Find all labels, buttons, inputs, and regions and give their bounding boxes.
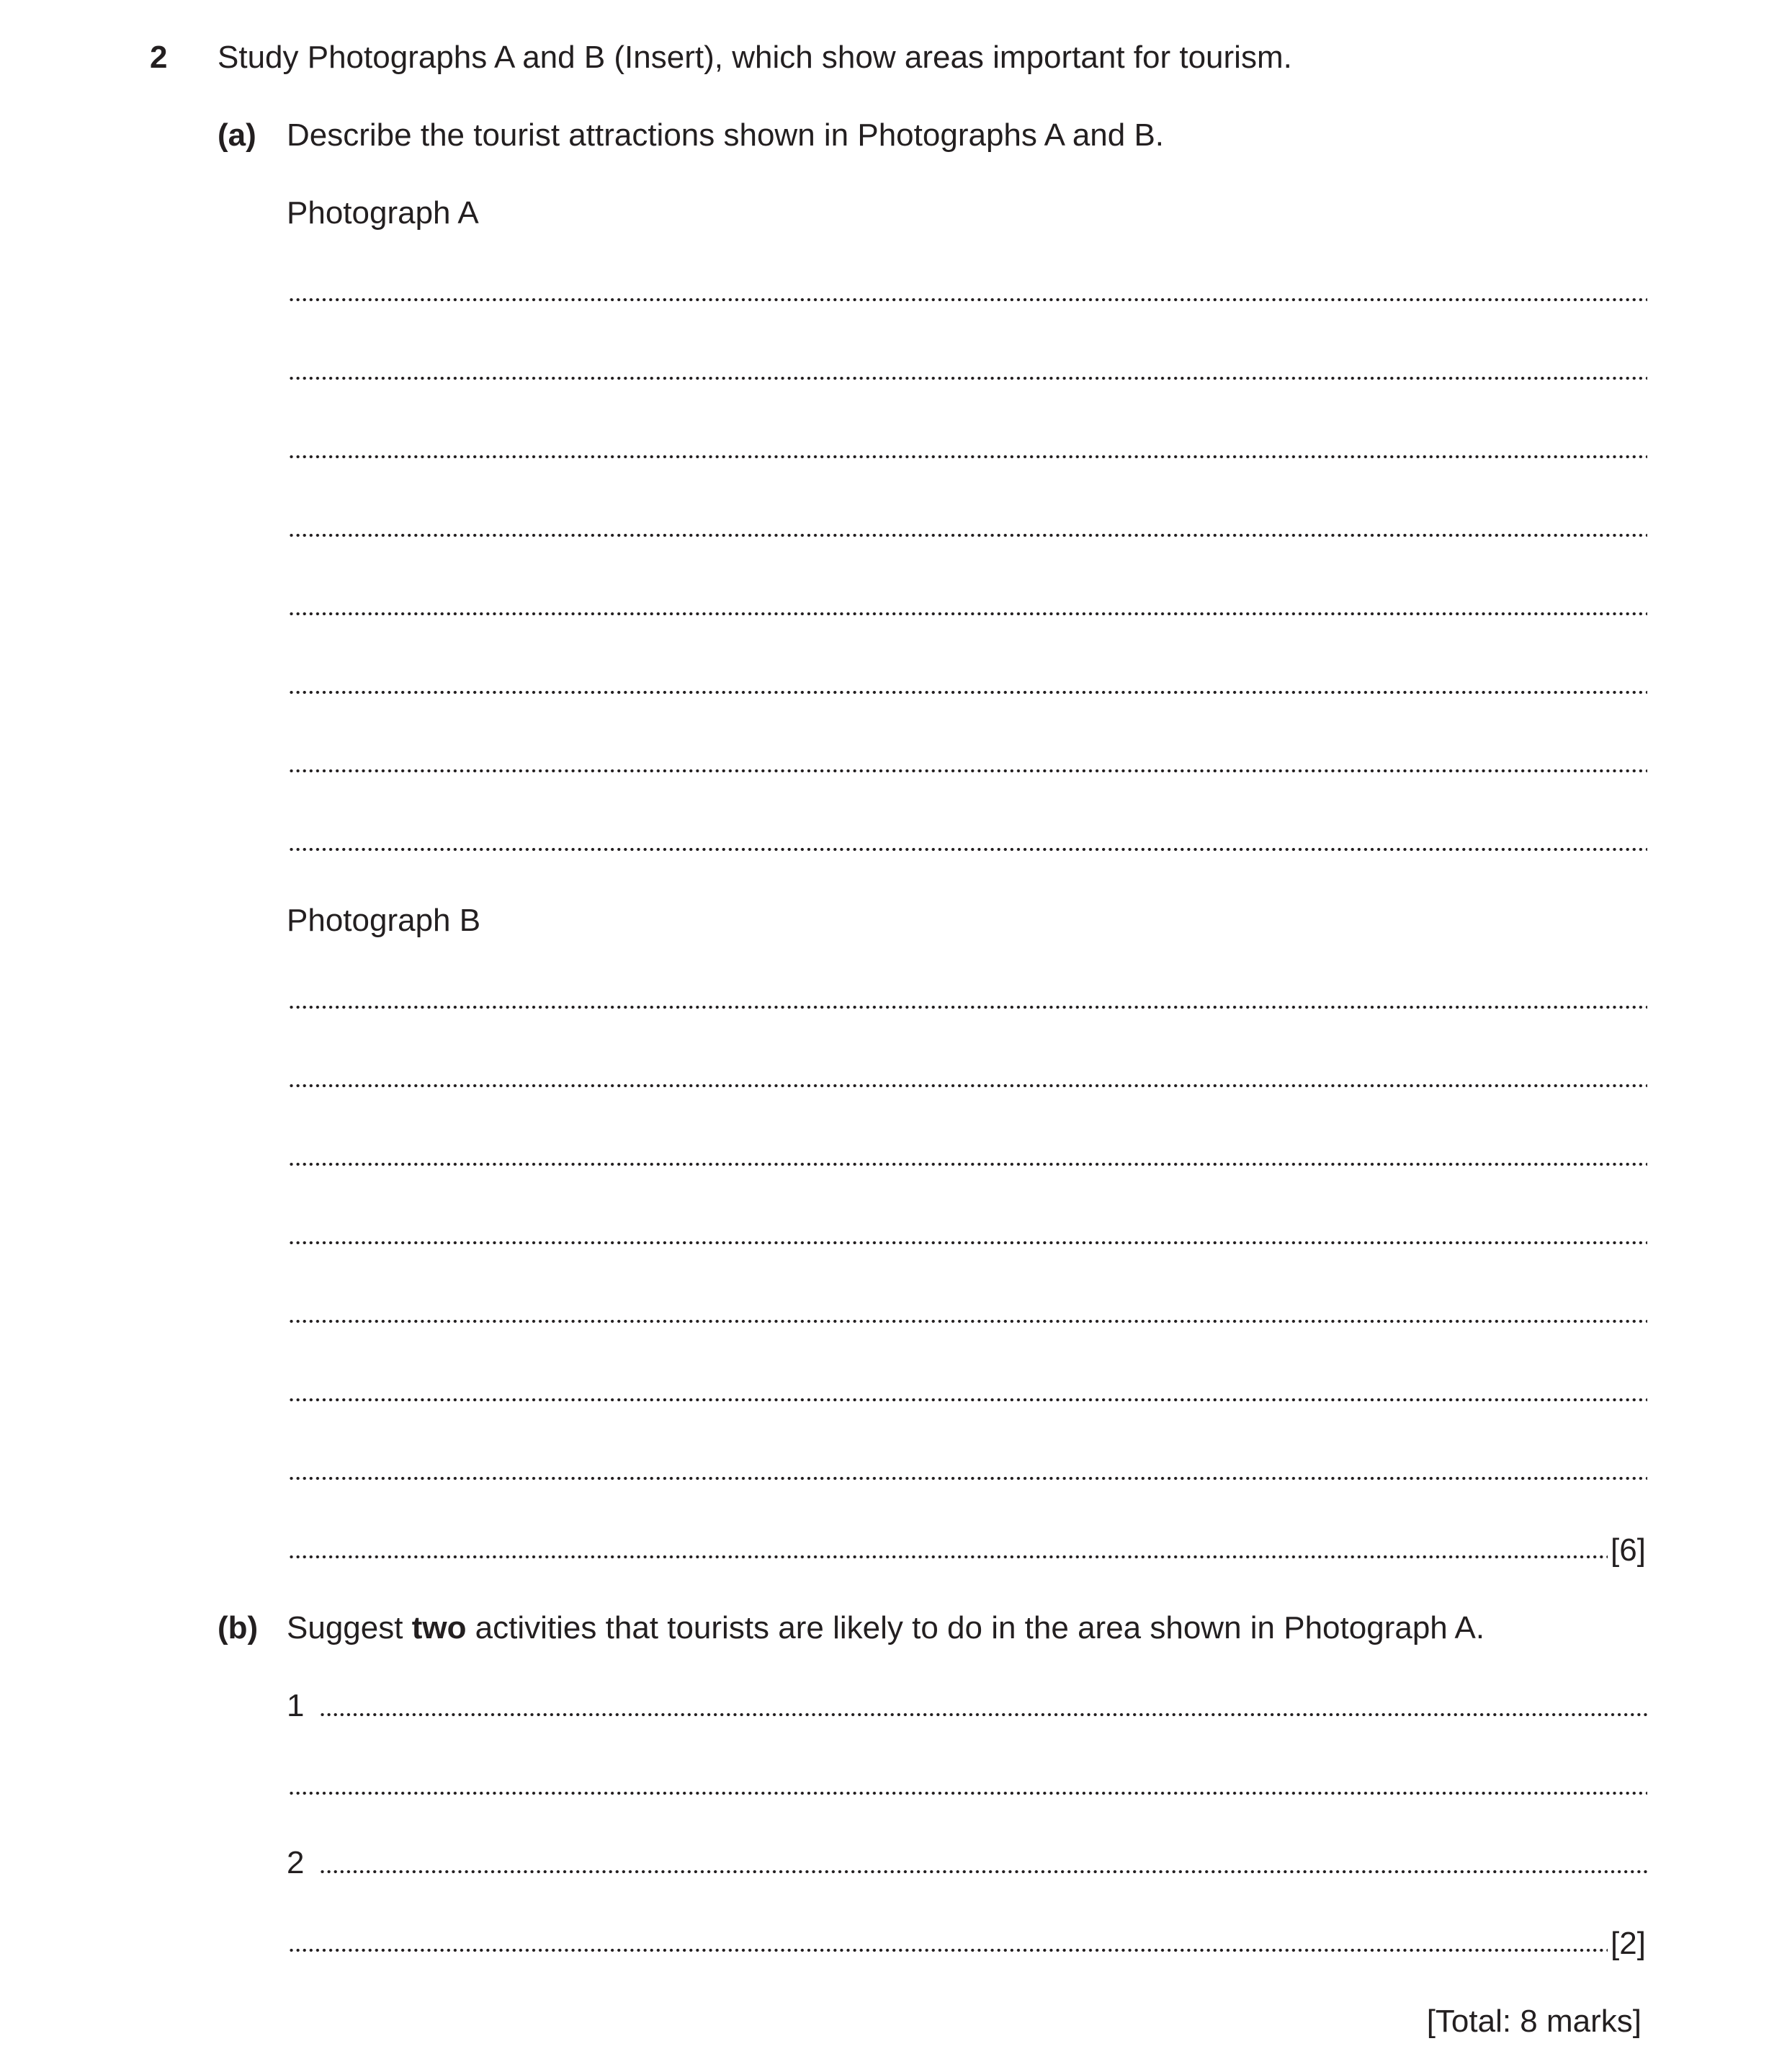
activity-1-line-1[interactable] — [319, 1713, 1647, 1716]
answer-line-b7[interactable] — [288, 1477, 1647, 1480]
part-b-prompt-bold: two — [411, 1610, 467, 1645]
answer-line-b1[interactable] — [288, 1006, 1647, 1009]
part-b-label: (b) — [218, 1610, 259, 1645]
answer-line-b4[interactable] — [288, 1241, 1647, 1244]
activity-1-line-2[interactable] — [288, 1792, 1647, 1795]
part-a-marks: [6] — [1611, 1532, 1646, 1568]
photo-b-heading: Photograph B — [287, 903, 481, 938]
answer-line-b6[interactable] — [288, 1398, 1647, 1401]
answer-line-b3[interactable] — [288, 1163, 1647, 1166]
part-b-prompt-start: Suggest — [287, 1610, 412, 1645]
photo-a-heading: Photograph A — [287, 195, 479, 231]
part-b-marks: [2] — [1611, 1926, 1646, 1961]
answer-line-a4[interactable] — [288, 534, 1647, 537]
answer-line-b2[interactable] — [288, 1084, 1647, 1087]
part-a-prompt: Describe the tourist attractions shown in Photographs A and B. — [287, 117, 1165, 153]
answer-line-a5[interactable] — [288, 612, 1647, 615]
question-number: 2 — [150, 40, 168, 75]
answer-line-a6[interactable] — [288, 691, 1647, 694]
activity-2-line-1[interactable] — [319, 1870, 1647, 1873]
part-a-label: (a) — [218, 117, 256, 153]
part-b-prompt — [287, 1609, 1484, 1647]
answer-line-a7[interactable] — [288, 769, 1647, 772]
activity-2-line-2[interactable] — [288, 1949, 1608, 1952]
activity-1-number: 1 — [287, 1688, 305, 1723]
activity-2-number: 2 — [287, 1845, 305, 1880]
answer-line-b5[interactable] — [288, 1320, 1647, 1323]
question-stem: Study Photographs A and B (Insert), which show areas important for tourism. — [218, 40, 1292, 75]
answer-line-b8[interactable] — [288, 1555, 1608, 1558]
answer-line-a8[interactable] — [288, 848, 1647, 851]
part-b-prompt-end: activities that tourists are likely to do in the area shown in Photograph A. — [466, 1610, 1485, 1645]
total-marks: [Total: 8 marks] — [1426, 2004, 1642, 2039]
answer-line-a3[interactable] — [288, 455, 1647, 458]
answer-line-a2[interactable] — [288, 377, 1647, 380]
answer-line-a1[interactable] — [288, 298, 1647, 301]
